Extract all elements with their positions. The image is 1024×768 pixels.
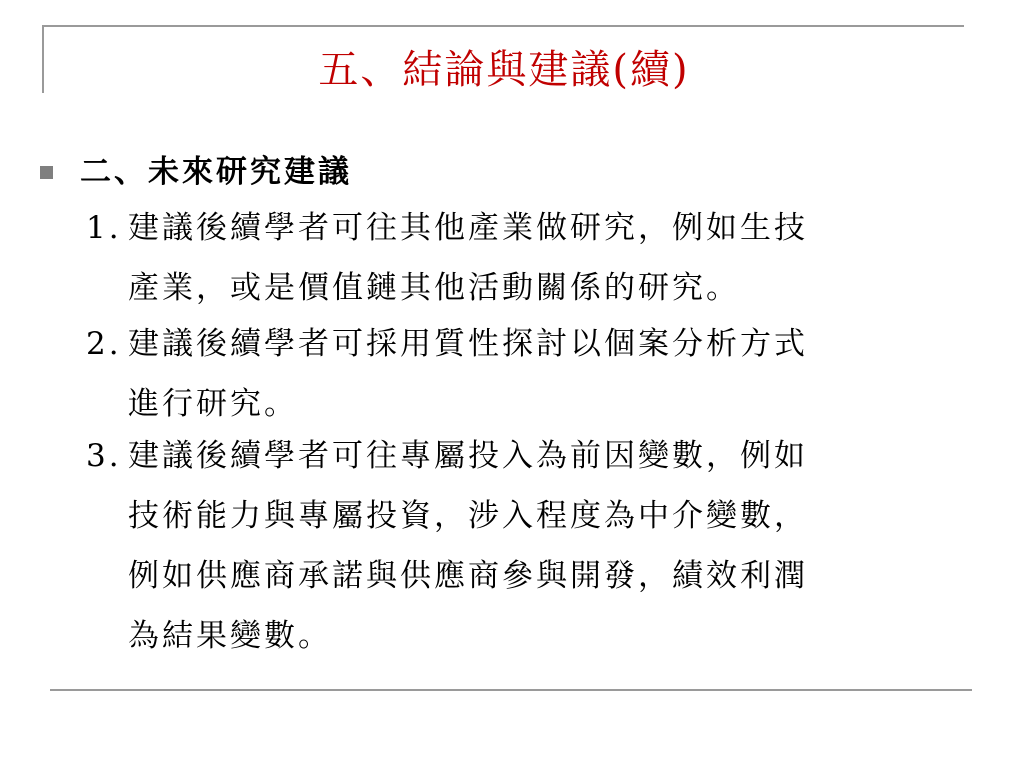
slide-title: 五、結論與建議(續) [318, 47, 690, 93]
item-number: 2. [86, 326, 122, 362]
item-number: 3. [86, 438, 122, 474]
item-number: 1. [86, 210, 122, 246]
item-line: 建議後續學者可往其他產業做研究，例如生技 [128, 210, 808, 246]
item-text [128, 426, 986, 666]
item-text [128, 314, 986, 434]
item-text [128, 198, 986, 318]
top-rule [42, 25, 964, 27]
item-line: 產業，或是價值鏈其他活動關係的研究。 [128, 270, 740, 306]
list-item-3 [86, 426, 986, 666]
item-line: 進行研究。 [128, 386, 298, 422]
item-line: 為結果變數。 [128, 618, 332, 654]
list-item-2 [86, 314, 986, 434]
item-line: 建議後續學者可採用質性探討以個案分析方式 [128, 326, 808, 362]
bottom-rule [50, 689, 972, 691]
section-heading: 二、未來研究建議 [80, 154, 352, 190]
item-line: 建議後續學者可往專屬投入為前因變數，例如 [128, 438, 808, 474]
list-item-1 [86, 198, 986, 318]
item-line: 例如供應商承諾與供應商參與開發，績效利潤 [128, 558, 808, 594]
square-bullet-icon [40, 166, 53, 179]
item-line: 技術能力與專屬投資，涉入程度為中介變數， [128, 498, 808, 534]
